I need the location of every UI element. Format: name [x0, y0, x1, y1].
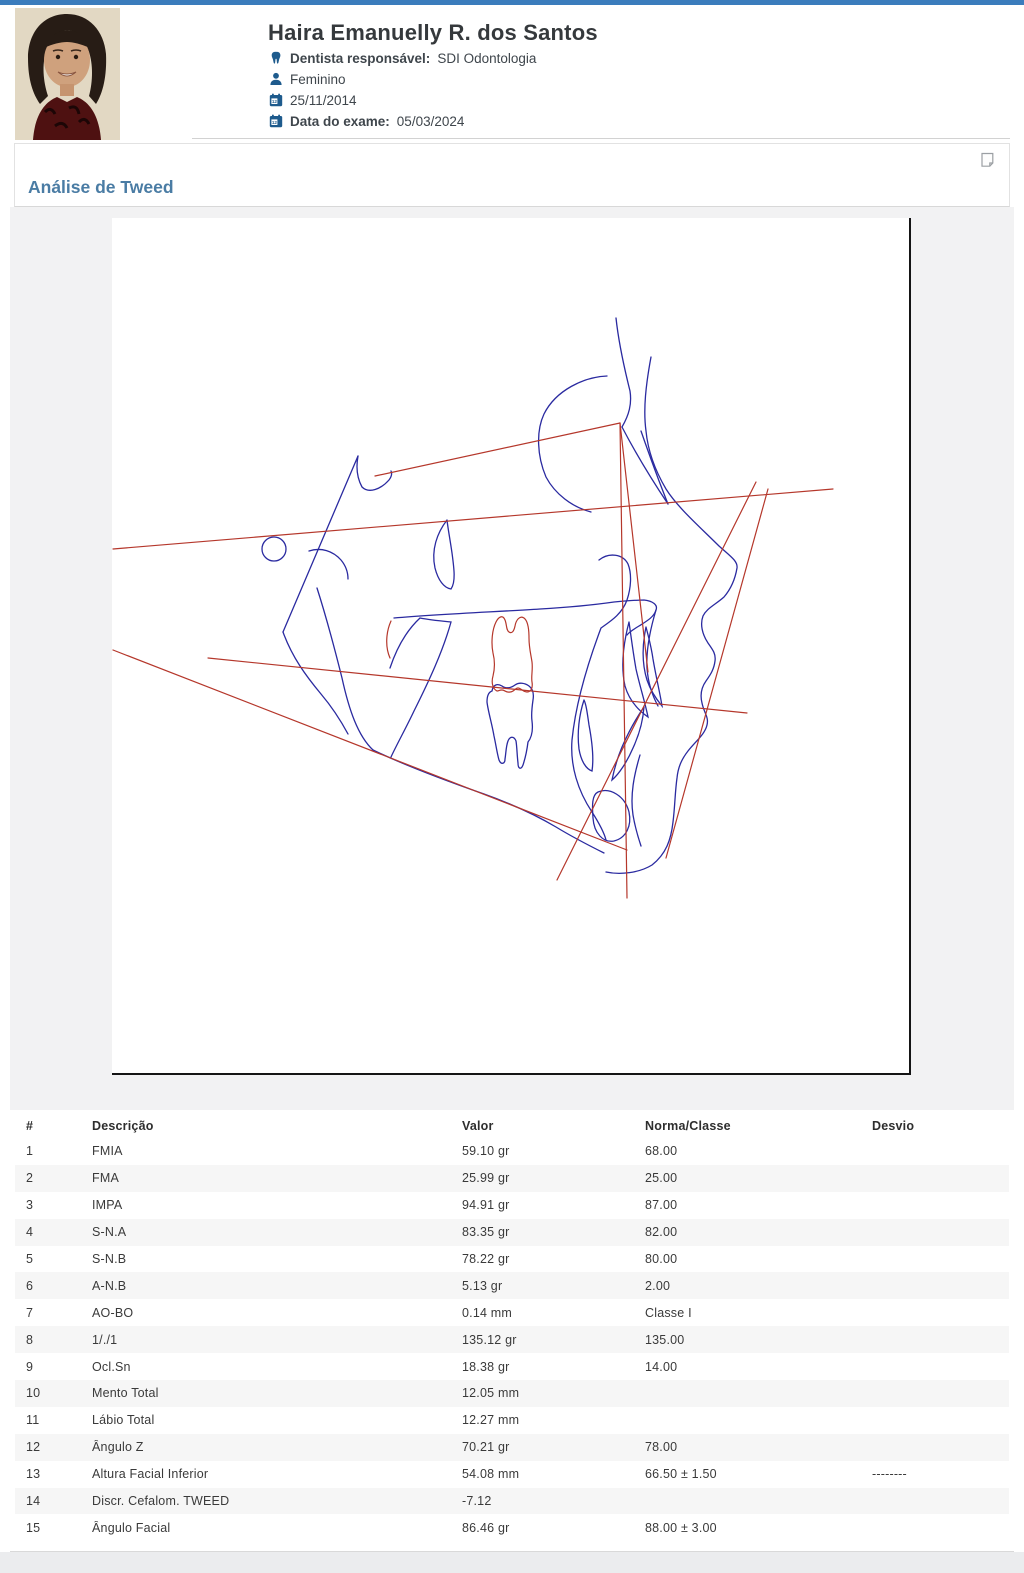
tracing-anatomy-path — [309, 549, 348, 579]
cell-norma: 135.00 — [645, 1332, 685, 1347]
tracing-measure-line — [492, 617, 532, 692]
table-row — [15, 1380, 1009, 1407]
tracing-anatomy-path — [283, 632, 348, 734]
cell-num: 12 — [26, 1440, 41, 1455]
cell-desc: Ocl.Sn — [92, 1359, 131, 1374]
exam-date-label: Data do exame: — [290, 113, 390, 129]
cell-norma: 68.00 — [645, 1144, 678, 1159]
tracing-measure-line — [620, 423, 627, 898]
table-row — [15, 1514, 1009, 1541]
col-header-valor: Valor — [462, 1118, 494, 1133]
tracing-anatomy-path — [539, 376, 607, 512]
dentist-row — [269, 50, 536, 66]
cell-desc: Discr. Cefalom. TWEED — [92, 1494, 230, 1509]
table-row — [15, 1272, 1009, 1299]
person-icon — [269, 72, 283, 86]
cell-desvio: -------- — [872, 1467, 907, 1482]
tracing-measure-line — [557, 482, 756, 880]
cell-desc: FMIA — [92, 1144, 123, 1159]
cell-valor: 25.99 gr — [462, 1171, 510, 1186]
tracing-measure-line — [375, 423, 620, 476]
cell-norma: 78.00 — [645, 1440, 678, 1455]
col-header-num: # — [26, 1118, 34, 1133]
tracing-anatomy-path — [317, 588, 373, 750]
svg-text:12: 12 — [271, 119, 277, 125]
cell-num: 7 — [26, 1305, 34, 1320]
table-row — [15, 1461, 1009, 1488]
cell-num: 8 — [26, 1332, 34, 1347]
tracing-measure-line — [620, 423, 648, 672]
table-row — [15, 1407, 1009, 1434]
tracing-anatomy-path — [373, 750, 604, 853]
cell-desc: FMA — [92, 1171, 119, 1186]
cell-valor: 54.08 mm — [462, 1467, 520, 1482]
cell-desc: IMPA — [92, 1198, 123, 1213]
cell-norma: 87.00 — [645, 1198, 678, 1213]
cell-valor: 18.38 gr — [462, 1359, 510, 1374]
moon-icon[interactable] — [986, 11, 1010, 35]
tracing-anatomy-path — [283, 456, 358, 632]
tracing-anatomy-path — [622, 427, 668, 504]
birth-date-row — [269, 92, 357, 108]
cell-desc: Ângulo Facial — [92, 1520, 171, 1535]
dentist-label: Dentista responsável: — [290, 50, 431, 66]
tracing-anatomy-path — [487, 683, 533, 768]
cell-norma: 82.00 — [645, 1225, 678, 1240]
calendar-icon — [269, 114, 283, 128]
cell-desc: AO-BO — [92, 1305, 134, 1320]
cell-desc: S-N.A — [92, 1225, 127, 1240]
exam-date-row — [269, 113, 464, 129]
cell-num: 4 — [26, 1225, 34, 1240]
table-row — [15, 1219, 1009, 1246]
page-title: Análise de Tweed — [28, 177, 174, 197]
cell-num: 1 — [26, 1144, 34, 1159]
tracing-measure-line — [387, 621, 391, 658]
table-row — [15, 1326, 1009, 1353]
tracing-anatomy-path — [262, 537, 286, 561]
cell-desc: 1/./1 — [92, 1332, 118, 1347]
cell-valor: 12.05 mm — [462, 1386, 520, 1401]
cell-num: 14 — [26, 1494, 41, 1509]
cell-norma: 14.00 — [645, 1359, 678, 1374]
cell-valor: 59.10 gr — [462, 1144, 510, 1159]
cell-num: 15 — [26, 1520, 41, 1535]
patient-photo[interactable] — [15, 8, 120, 140]
cell-norma: 2.00 — [645, 1278, 671, 1293]
cell-num: 10 — [26, 1386, 41, 1401]
tracing-anatomy-path — [390, 618, 451, 757]
table-row — [15, 1434, 1009, 1461]
tracing-anatomy-path — [434, 520, 454, 589]
cell-valor: 83.35 gr — [462, 1225, 510, 1240]
tracing-anatomy-path — [616, 318, 631, 427]
cell-num: 9 — [26, 1359, 34, 1374]
header-divider — [192, 138, 1010, 139]
page-footer-strip — [0, 1552, 1024, 1573]
cell-valor: 135.12 gr — [462, 1332, 517, 1347]
table-row — [15, 1138, 1009, 1165]
cell-norma: 88.00 ± 3.00 — [645, 1520, 717, 1535]
tracing-anatomy-path — [632, 755, 641, 846]
table-header-row — [15, 1113, 1009, 1138]
table-body — [15, 1138, 1009, 1541]
svg-text:12: 12 — [271, 98, 277, 104]
table-row — [15, 1299, 1009, 1326]
cell-num: 5 — [26, 1252, 34, 1266]
tracing-anatomy-path — [394, 600, 656, 635]
measurements-table-card — [10, 1110, 1014, 1552]
cell-desc: Ângulo Z — [92, 1440, 144, 1455]
cell-norma: 66.50 ± 1.50 — [645, 1467, 717, 1482]
col-header-desvio: Desvio — [872, 1118, 915, 1133]
tracing-anatomy-path — [578, 700, 593, 771]
table-row — [15, 1353, 1009, 1380]
cell-desc: Mento Total — [92, 1386, 159, 1401]
col-header-desc: Descrição — [92, 1118, 154, 1133]
analysis-card-header — [14, 143, 1010, 207]
exam-date-value: 05/03/2024 — [396, 113, 465, 129]
cell-num: 13 — [26, 1467, 41, 1482]
table-row — [15, 1488, 1009, 1515]
tracing-measure-line — [208, 658, 747, 713]
cell-norma: Classe I — [645, 1305, 692, 1320]
dentist-value: SDI Odontologia — [437, 50, 537, 66]
measurements-table — [15, 1113, 1009, 1541]
table-row — [15, 1165, 1009, 1192]
cell-valor: 78.22 gr — [462, 1252, 510, 1266]
tooth-icon — [269, 51, 283, 65]
tracing-panel — [10, 207, 1014, 1110]
cell-num: 2 — [26, 1171, 34, 1186]
cell-desc: Altura Facial Inferior — [92, 1467, 209, 1482]
top-accent-bar — [0, 0, 1024, 5]
cell-valor: 12.27 mm — [462, 1413, 520, 1428]
birth-date-value: 25/11/2014 — [290, 92, 357, 108]
cell-norma: 80.00 — [645, 1252, 678, 1266]
cell-valor: 94.91 gr — [462, 1198, 510, 1213]
patient-photo-illustration — [15, 8, 120, 140]
tracing-measure-line — [113, 650, 627, 850]
cell-valor: -7.12 — [462, 1494, 492, 1509]
cell-num: 11 — [26, 1413, 40, 1428]
gender-row — [269, 71, 346, 87]
cell-num: 3 — [26, 1198, 34, 1213]
gender-value: Feminino — [290, 71, 346, 87]
cell-desc: A-N.B — [92, 1278, 127, 1293]
tracing-anatomy-path — [612, 707, 644, 780]
col-header-norma: Norma/Classe — [645, 1118, 731, 1133]
cephalometric-tracing[interactable] — [112, 218, 911, 1075]
cell-norma: 25.00 — [645, 1171, 678, 1186]
cell-valor: 86.46 gr — [462, 1520, 510, 1535]
cell-desc: S-N.B — [92, 1252, 127, 1266]
cell-desc: Lábio Total — [92, 1413, 155, 1428]
cell-num: 6 — [26, 1278, 34, 1293]
calendar-icon — [269, 93, 283, 107]
cell-valor: 0.14 mm — [462, 1305, 513, 1320]
cell-valor: 5.13 gr — [462, 1278, 503, 1293]
copy-note-icon[interactable] — [980, 152, 995, 168]
tracing-measure-line — [113, 489, 833, 549]
cell-valor: 70.21 gr — [462, 1440, 510, 1455]
table-row — [15, 1246, 1009, 1273]
patient-name: Haira Emanuelly R. dos Santos — [268, 20, 598, 45]
table-row — [15, 1192, 1009, 1219]
